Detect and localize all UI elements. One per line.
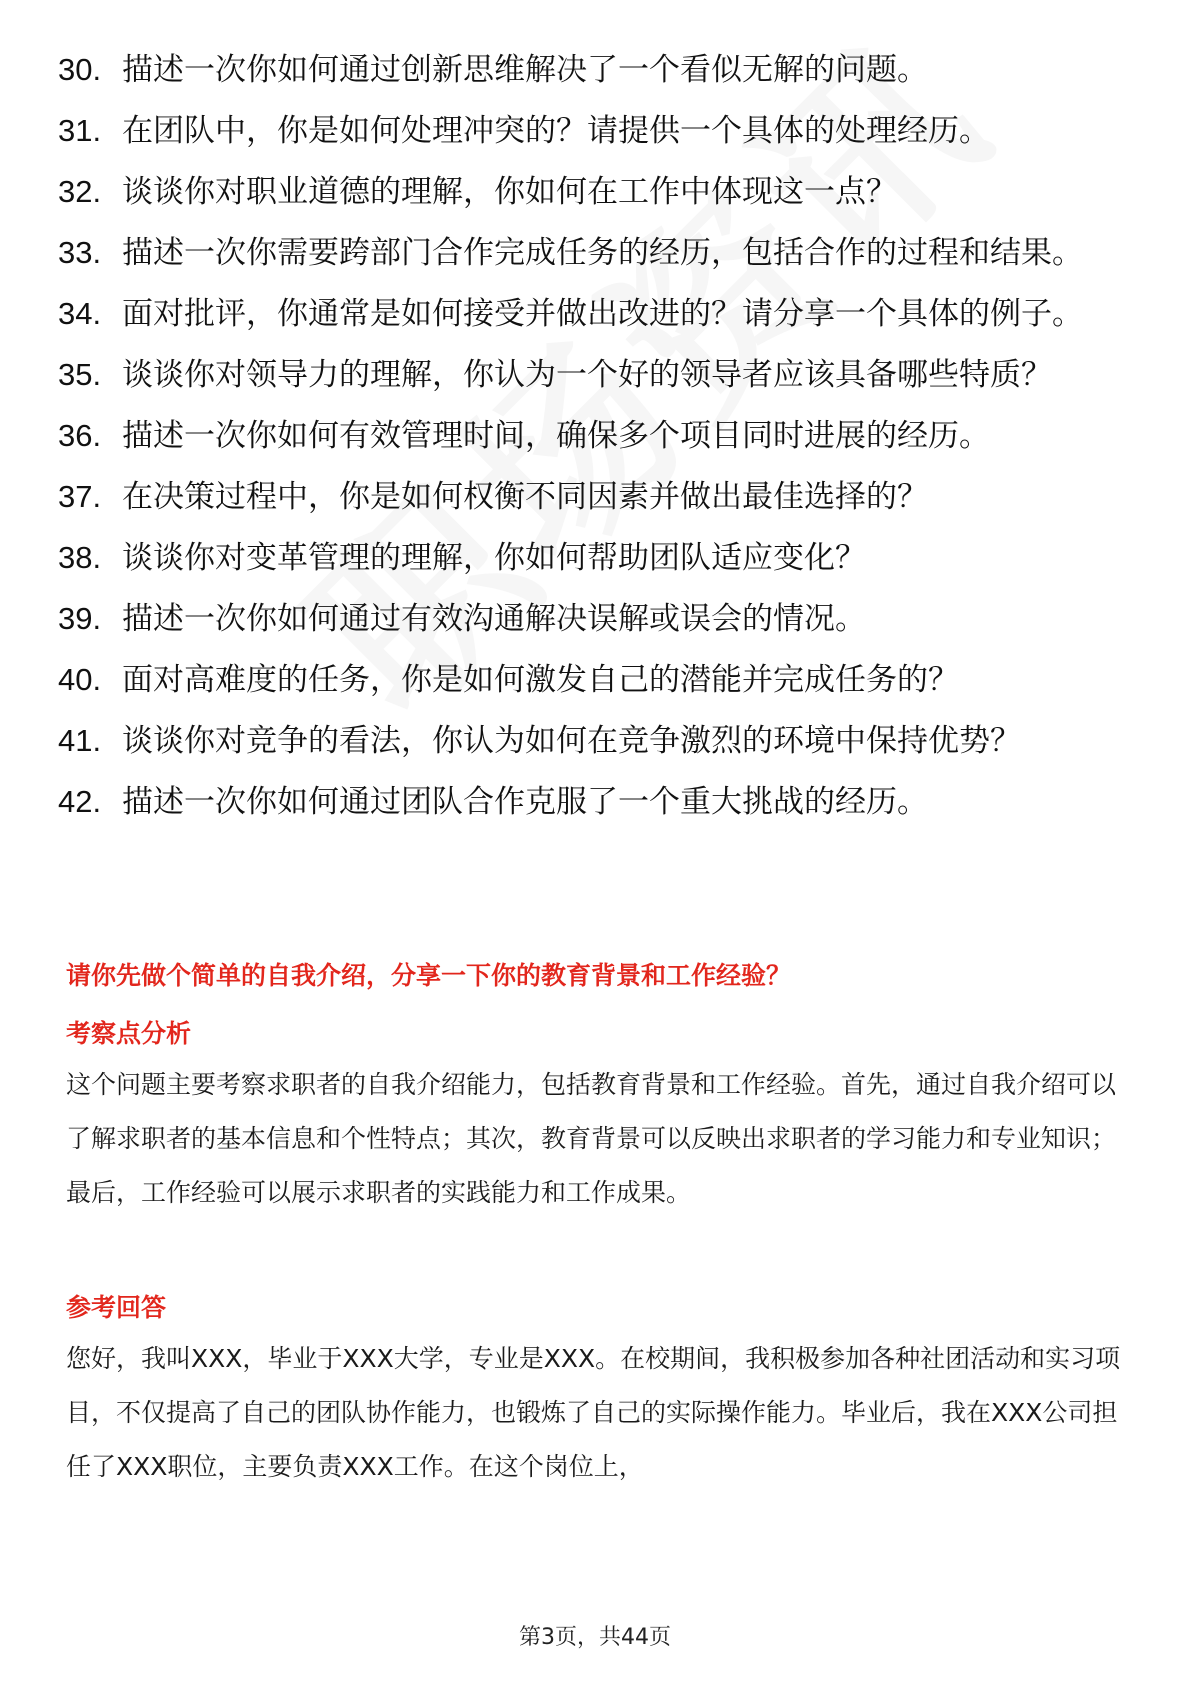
question-number: 34. — [58, 296, 102, 331]
question-number: 30. — [58, 52, 102, 87]
answer-heading: 参考回答 — [66, 1293, 167, 1322]
question-item — [58, 599, 1118, 639]
question-text: 谈谈你对领导力的理解，你认为一个好的领导者应该具备哪些特质？ — [122, 357, 1052, 393]
question-number: 37. — [58, 479, 102, 514]
question-text: 面对批评，你通常是如何接受并做出改进的？请分享一个具体的例子。 — [122, 296, 1083, 332]
question-item — [58, 233, 1118, 273]
question-number: 41. — [58, 723, 102, 758]
question-text: 描述一次你如何通过创新思维解决了一个看似无解的问题。 — [122, 52, 928, 88]
featured-question-section — [66, 958, 1126, 994]
question-number: 31. — [58, 113, 102, 148]
question-text: 在决策过程中，你是如何权衡不同因素并做出最佳选择的？ — [122, 479, 928, 515]
question-text: 面对高难度的任务，你是如何激发自己的潜能并完成任务的？ — [122, 662, 959, 698]
question-number: 32. — [58, 174, 102, 209]
question-item — [58, 782, 1118, 822]
question-item — [58, 660, 1118, 700]
question-item — [58, 294, 1118, 334]
answer-body: 您好，我叫XXX，毕业于XXX大学，专业是XXX。在校期间，我积极参加各种社团活动和实习项目，不仅提高了自己的团队协作能力，也锻炼了自己的实际操作能力。毕业后，我在XXX公司担任了XXX职位，主要负责XXX工作。在这个岗位上， — [66, 1344, 1121, 1481]
question-text: 描述一次你如何通过有效沟通解决误解或误会的情况。 — [122, 601, 866, 637]
question-item — [58, 172, 1118, 212]
question-number: 33. — [58, 235, 102, 270]
question-text: 描述一次你需要跨部门合作完成任务的经历，包括合作的过程和结果。 — [122, 235, 1083, 271]
question-text: 谈谈你对竞争的看法，你认为如何在竞争激烈的环境中保持优势？ — [122, 723, 1021, 759]
analysis-heading: 考察点分析 — [66, 1019, 192, 1048]
question-item — [58, 477, 1118, 517]
question-item — [58, 111, 1118, 151]
page-footer: 第3页，共44页 — [519, 1625, 671, 1650]
question-item — [58, 355, 1118, 395]
question-item — [58, 538, 1118, 578]
question-number: 35. — [58, 357, 102, 392]
featured-question: 请你先做个简单的自我介绍，分享一下你的教育背景和工作经验？ — [66, 961, 792, 990]
question-list — [58, 50, 1118, 843]
question-text: 谈谈你对变革管理的理解，你如何帮助团队适应变化？ — [122, 540, 866, 576]
analysis-section — [66, 1016, 1126, 1220]
question-number: 42. — [58, 784, 102, 819]
question-text: 描述一次你如何有效管理时间，确保多个项目同时进展的经历。 — [122, 418, 990, 454]
question-number: 40. — [58, 662, 102, 697]
question-number: 39. — [58, 601, 102, 636]
question-number: 36. — [58, 418, 102, 453]
analysis-body: 这个问题主要考察求职者的自我介绍能力，包括教育背景和工作经验。首先，通过自我介绍可以了解求职者的基本信息和个性特点；其次，教育背景可以反映出求职者的学习能力和专业知识；最后，工作经验可以展示求职者的实践能力和工作成果。 — [66, 1070, 1117, 1207]
question-item — [58, 50, 1118, 90]
question-text: 谈谈你对职业道德的理解，你如何在工作中体现这一点？ — [122, 174, 897, 210]
question-item — [58, 416, 1118, 456]
question-number: 38. — [58, 540, 102, 575]
answer-section — [66, 1290, 1126, 1494]
question-text: 描述一次你如何通过团队合作克服了一个重大挑战的经历。 — [122, 784, 928, 820]
question-item — [58, 721, 1118, 761]
question-text: 在团队中，你是如何处理冲突的？请提供一个具体的处理经历。 — [122, 113, 990, 149]
